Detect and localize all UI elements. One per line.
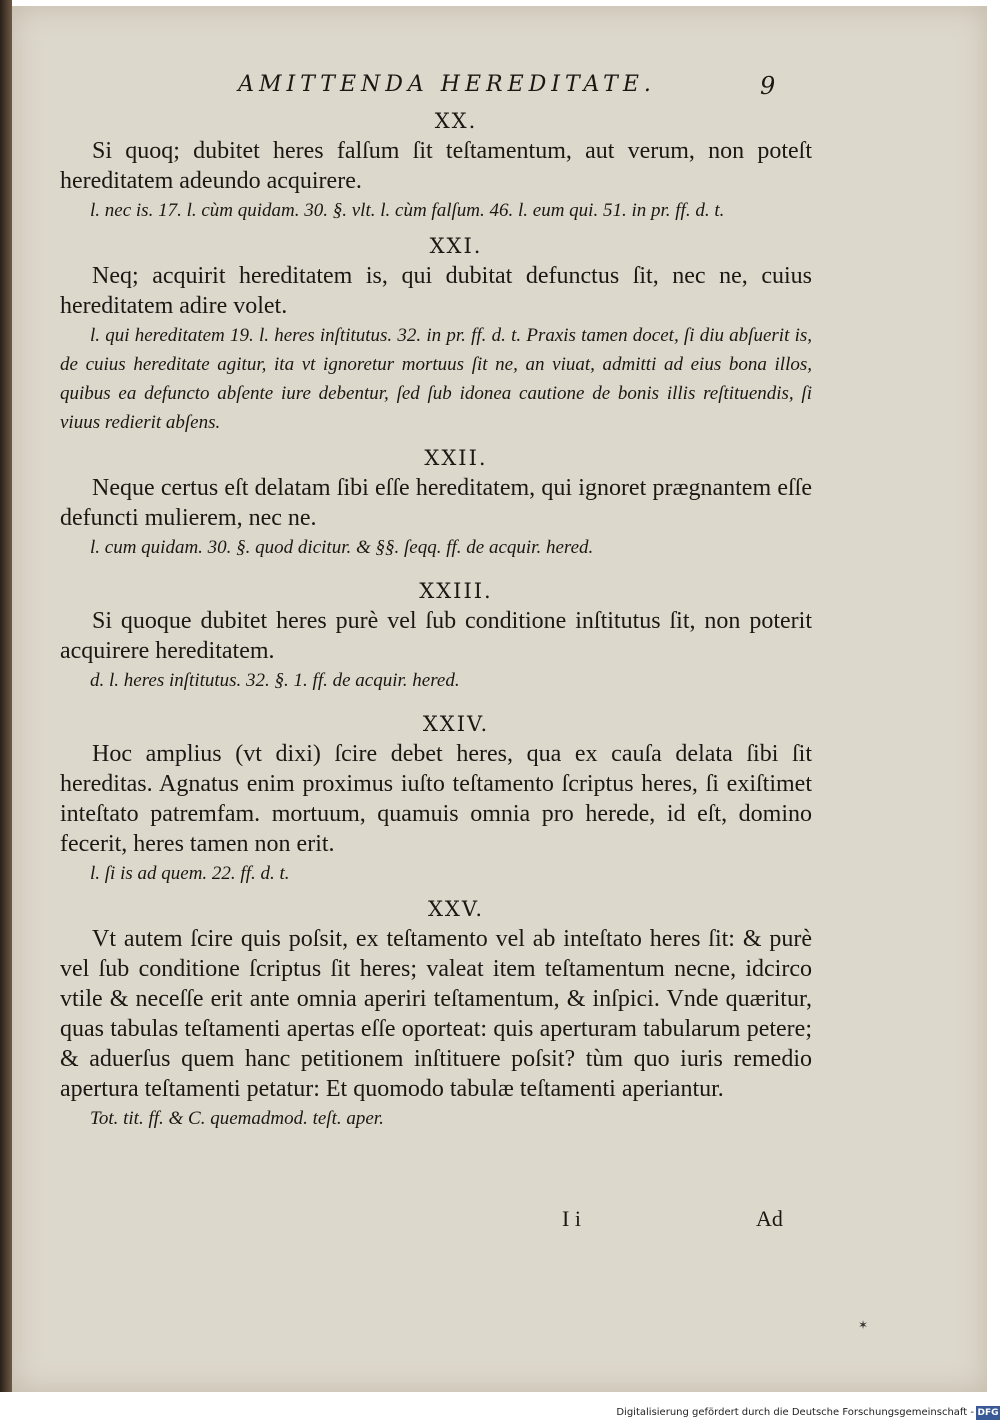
- book-spine-edge: [0, 0, 12, 1392]
- section-xxii: [60, 443, 812, 562]
- section-number: XX.: [434, 109, 478, 133]
- section-number: XXV.: [427, 897, 485, 921]
- page-body: [60, 106, 812, 1135]
- ink-speck-mark: ✶: [858, 1318, 869, 1332]
- running-title: AMITTENDA HEREDITATE.: [238, 72, 656, 97]
- section-citation: Tot. tit. ff. & C. quemadmod. teſt. aper.: [90, 1108, 384, 1129]
- section-citation: d. l. heres inſtitutus. 32. §. 1. ff. de acquir. hered.: [90, 670, 460, 691]
- book-page: [12, 6, 987, 1392]
- dfg-logo: DFG: [977, 1408, 999, 1418]
- page-number: 9: [760, 72, 776, 100]
- catchword: Ad: [756, 1206, 783, 1231]
- signature-mark: I i: [562, 1206, 581, 1231]
- section-number: XXI.: [429, 234, 483, 258]
- section-number: XXIII.: [419, 579, 493, 603]
- section-paragraph: Neque certus eſt delatam ſibi eſſe hereditatem, qui ignoret prægnantem eſſe defuncti mulierem, nec ne.: [60, 475, 812, 531]
- digitization-credit: [600, 1404, 1000, 1424]
- section-xxv: [60, 894, 812, 1133]
- section-citation: l. nec is. 17. l. cùm quidam. 30. §. vlt. l. cùm falſum. 46. l. eum qui. 51. in pr. ff. d. t.: [90, 200, 725, 221]
- section-xxiv: [60, 709, 812, 888]
- section-citation: l. qui hereditatem 19. l. heres inſtitutus. 32. in pr. ff. d. t. Praxis tamen docet, ſi diu abſuerit is, de cuius hereditate agitur, ita vt ignoretur mortuus ſit ne, an viuat, admitti ad eius bona illos, quibus ea defuncto abſente iure debentur, ſed ſub idonea cautione de bonis illis reſtituendis, ſi viuus redierit abſens.: [60, 325, 812, 433]
- section-number: XXII.: [424, 446, 488, 470]
- section-paragraph: Si quoque dubitet heres purè vel ſub conditione inſtitutus ſit, non poterit acquirere hereditatem.: [60, 608, 812, 664]
- section-xxiii: [60, 576, 812, 695]
- section-xxi: [60, 231, 812, 437]
- section-paragraph: Vt autem ſcire quis poſsit, ex teſtamento vel ab inteſtato heres ſit: & purè vel ſub conditione ſcriptus ſit heres; valeat item teſtamentum necne, idcirco vtile & neceſſe erit ante omnia aperiri teſtamentum, & inſpici. Vnde quæritur, quas tabulas teſtamenti apertas eſſe oporteat: quis aperturam tabularum petere; & aduerſus quem hanc petitionem inſtituere poſsit? tùm quo iuris remedio apertura teſtamenti petatur: Et quomodo tabulæ teſtamenti aperiantur.: [60, 926, 812, 1102]
- section-paragraph: Hoc amplius (vt dixi) ſcire debet heres, qua ex cauſa delata ſibi ſit hereditas. Agnatus enim proximus iuſto teſtamento ſcriptus heres, ſi exiſtimet inteſtato patremfam. mortuum, quamuis omnia pro herede, id eſt, domino fecerit, heres tamen non erit.: [60, 741, 812, 857]
- section-number: XXIV.: [422, 712, 490, 736]
- page-footer: [12, 1206, 987, 1236]
- section-paragraph: Si quoq; dubitet heres falſum ſit teſtamentum, aut verum, non poteſt hereditatem adeundo acquirere.: [60, 138, 812, 194]
- section-xx: [60, 106, 812, 225]
- section-paragraph: Neq; acquirit hereditatem is, qui dubitat defunctus ſit, nec ne, cuius hereditatem adire volet.: [60, 263, 812, 319]
- credit-text: Digitalisierung gefördert durch die Deutsche Forschungsgemeinschaft -: [616, 1407, 974, 1418]
- section-citation: l. ſi is ad quem. 22. ff. d. t.: [90, 863, 290, 884]
- section-citation: l. cum quidam. 30. §. quod dicitur. & §§. ſeqq. ff. de acquir. hered.: [90, 537, 594, 558]
